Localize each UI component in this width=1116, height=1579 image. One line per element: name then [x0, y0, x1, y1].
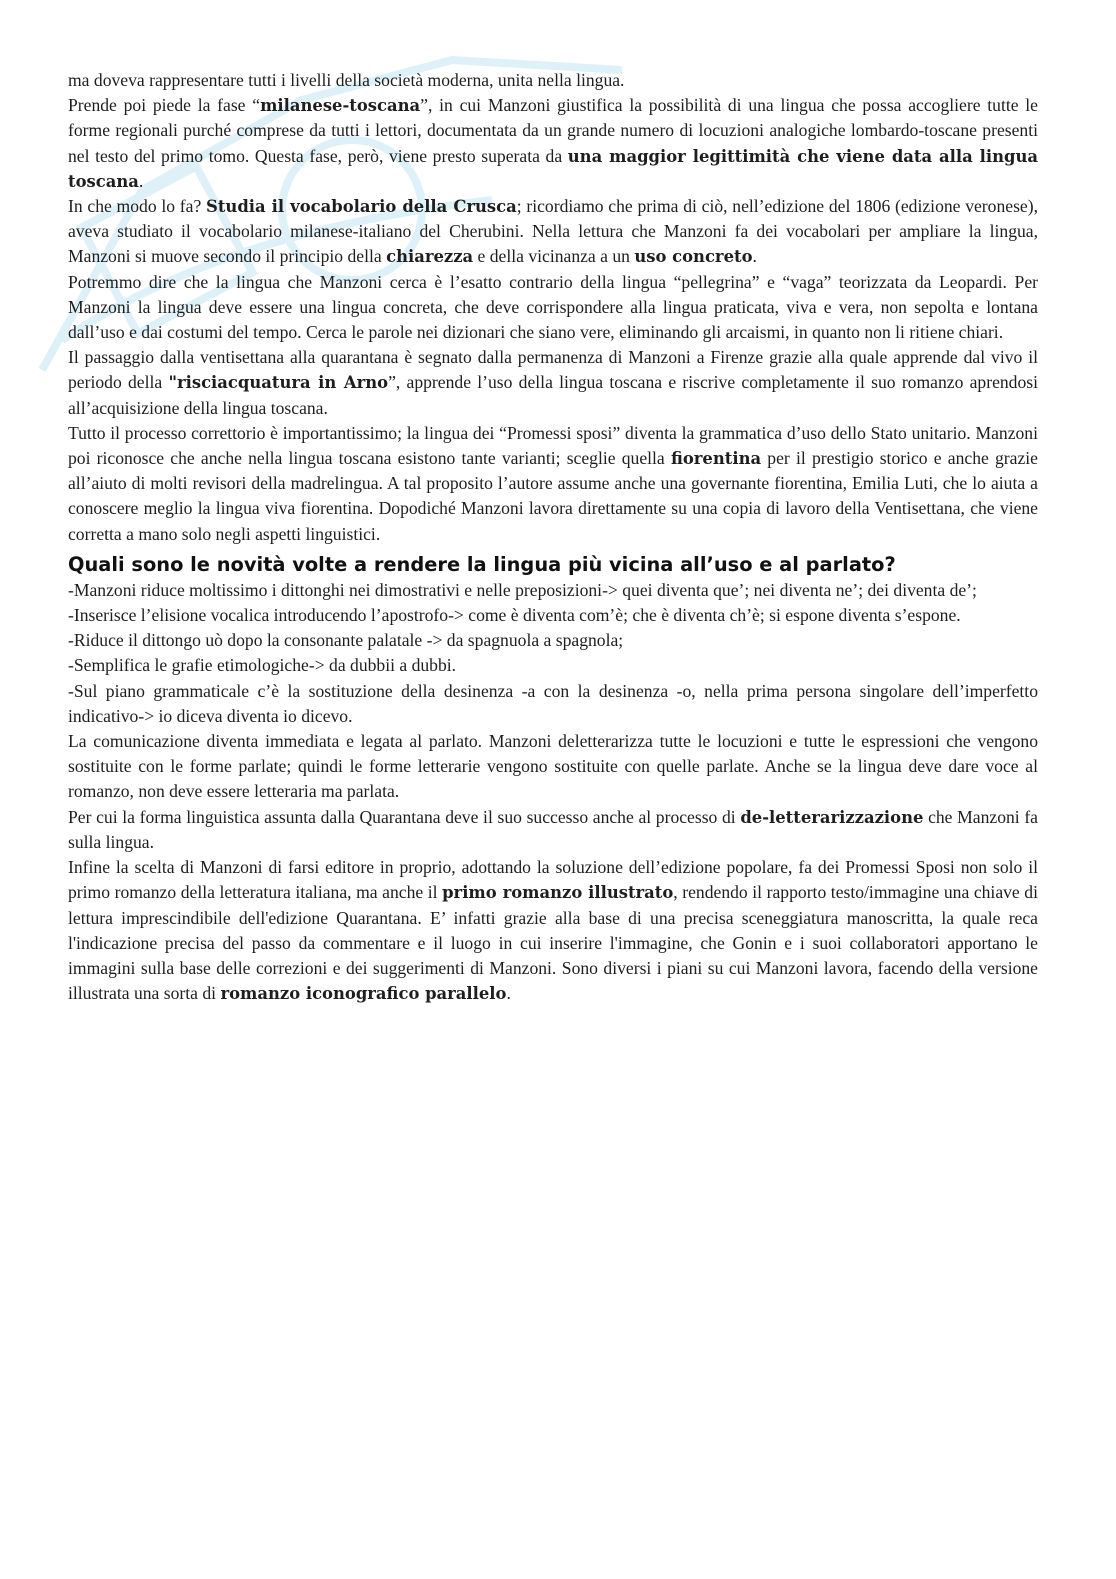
- paragraph: [68, 805, 1038, 855]
- section-heading: [68, 551, 1038, 578]
- text-run: .: [138, 170, 144, 191]
- bold-phrase: uso concreto: [634, 247, 753, 267]
- paragraph: [68, 345, 1038, 421]
- text-run: ”, apprende l’uso della lingua toscana e riscrive completamente il suo romanzo aprendosi all’acquisizione della lingua toscana.: [68, 372, 1039, 418]
- text-run: Il passaggio dalla ventisettana alla quarantana è segnato dalla permanenza di Manzoni a Firenze grazie alla quale apprende dal vivo il periodo della: [68, 347, 1038, 393]
- text-run: ma doveva rappresentare tutti i livelli della società moderna, unita nella lingua.: [68, 70, 625, 90]
- text-run: ”, in cui Manzoni giustifica la possibilità di una lingua che possa accogliere tutte le forme regionali purché comprese da tutti i lettori, documentata da un grande numero di locuzioni analogiche lombardo-toscane presenti nel testo del primo tomo. Questa fase, però, viene presto superata da: [68, 95, 1038, 166]
- paragraph: [68, 421, 1038, 547]
- paragraph: [68, 729, 1038, 805]
- paragraph: [68, 270, 1038, 346]
- bold-phrase: primo romanzo illustrato: [442, 883, 674, 903]
- text-run: Quali sono le novità volte a rendere la lingua più vicina all’uso e al parlato?: [68, 552, 896, 576]
- text-run: -Sul piano grammaticale c’è la sostituzione della desinenza -a con la desinenza -o, nella prima persona singolare dell’imperfetto indicativo-> io diceva diventa io dicevo.: [68, 680, 1038, 726]
- text-run: Prende poi piede la fase “: [68, 95, 261, 116]
- bold-phrase: romanzo iconografico parallelo: [220, 984, 507, 1004]
- bold-phrase: una maggior legittimità che viene data alla lingua toscana: [68, 146, 1038, 191]
- text-run: .: [506, 983, 511, 1004]
- bold-phrase: fiorentina: [670, 449, 762, 469]
- text-run: e della vicinanza a un: [473, 246, 635, 267]
- paragraph: [68, 628, 1038, 653]
- bold-phrase: chiarezza: [386, 247, 474, 267]
- text-run: In che modo lo fa?: [68, 196, 206, 217]
- text-run: La comunicazione diventa immediata e legata al parlato. Manzoni deletterarizza tutte le locuzioni e tutte le espressioni che vengono sostituite con le forme parlate; quindi le forme letterarie vengono sostituite con quelle parlate. Anche se la lingua deve dare voce al romanzo, non deve essere letteraria ma parlata.: [68, 731, 1038, 802]
- paragraph: [68, 578, 1038, 603]
- text-run: Tutto il processo correttorio è importantissimo; la lingua dei “Promessi sposi” diventa la grammatica d’uso dello Stato unitario. Manzoni poi riconosce che anche nella lingua toscana esistono tante varianti; sceglie quella: [68, 422, 1038, 469]
- document-body: [68, 68, 1038, 1006]
- bold-phrase: milanese-toscana: [260, 96, 421, 116]
- paragraph: [68, 603, 1038, 628]
- text-run: -Manzoni riduce moltissimo i dittonghi nei dimostrativi e nelle preposizioni-> quei diventa que’; nei diventa ne’; dei diventa de’;: [68, 579, 977, 600]
- paragraph: [68, 194, 1038, 270]
- text-run: .: [752, 246, 757, 267]
- text-run: -Inserisce l’elisione vocalica introducendo l’apostrofo-> come è diventa com’è; che è diventa ch’è; si espone diventa s’espone.: [68, 605, 961, 626]
- text-run: -Semplifica le grafie etimologiche-> da dubbii a dubbi.: [68, 655, 457, 676]
- paragraph: [68, 855, 1038, 1006]
- bold-phrase: de-letterarizzazione: [740, 807, 924, 827]
- paragraph: [68, 68, 1038, 93]
- text-run: , rendendo il rapporto testo/immagine una chiave di lettura imprescindibile dell'edizione Quarantana. E’ infatti grazie alla base di una precisa sceneggiatura manoscritta, la quale reca l'indicazione precisa del passo da commentare e il luogo in cui inserire l'immagine, che Gonin e i suoi collaboratori apportano le immagini sulla base delle correzioni e dei suggerimenti di Manzoni. Sono diversi i piani su cui Manzoni lavora, facendo della versione illustrata una sorta di: [68, 882, 1038, 1004]
- bold-phrase: Studia il vocabolario della Crusca: [206, 197, 517, 217]
- text-run: che Manzoni fa sulla lingua.: [68, 806, 1038, 852]
- text-run: -Riduce il dittongo uò dopo la consonante palatale -> da spagnuola a spagnola;: [68, 630, 624, 651]
- text-run: Infine la scelta di Manzoni di farsi editore in proprio, adottando la soluzione dell’edizione popolare, fa dei Promessi Sposi non solo il primo romanzo della letteratura italiana, ma anche il: [68, 857, 1038, 903]
- paragraph: [68, 653, 1038, 678]
- paragraph: [68, 679, 1038, 729]
- text-run: ; ricordiamo che prima di ciò, nell’edizione del 1806 (edizione veronese), aveva studiato il vocabolario milanese-italiano del Cherubini. Nella lettura che Manzoni fa dei vocabolari per ampliare la lingua, Manzoni si muove secondo il principio della: [68, 196, 1038, 267]
- paragraph: [68, 93, 1038, 194]
- text-run: Per cui la forma linguistica assunta dalla Quarantana deve il suo successo anche al processo di: [68, 806, 741, 827]
- text-run: Potremmo dire che la lingua che Manzoni cerca è l’esatto contrario della lingua “pellegrina” e “vaga” teorizzata da Leopardi. Per Manzoni la lingua deve essere una lingua concreta, che deve corrispondere alla lingua praticata, viva e vera, non sepolta e lontana dall’uso e dai costumi del tempo. Cerca le parole nei dizionari che siano vere, eliminando gli arcaismi, in quanto non li ritiene chiari.: [68, 271, 1038, 343]
- text-run: per il prestigio storico e anche grazie all’aiuto di molti revisori della madrelingua. A tal proposito l’autore assume anche una governante fiorentina, Emilia Luti, che lo aiuta a conoscere meglio la lingua viva fiorentina. Dopodiché Manzoni lavora direttamente su una copia di lavoro della Ventisettana, che viene corretta a mano solo negli aspetti linguistici.: [68, 448, 1038, 544]
- bold-phrase: "risciacquatura in Arno: [168, 373, 389, 393]
